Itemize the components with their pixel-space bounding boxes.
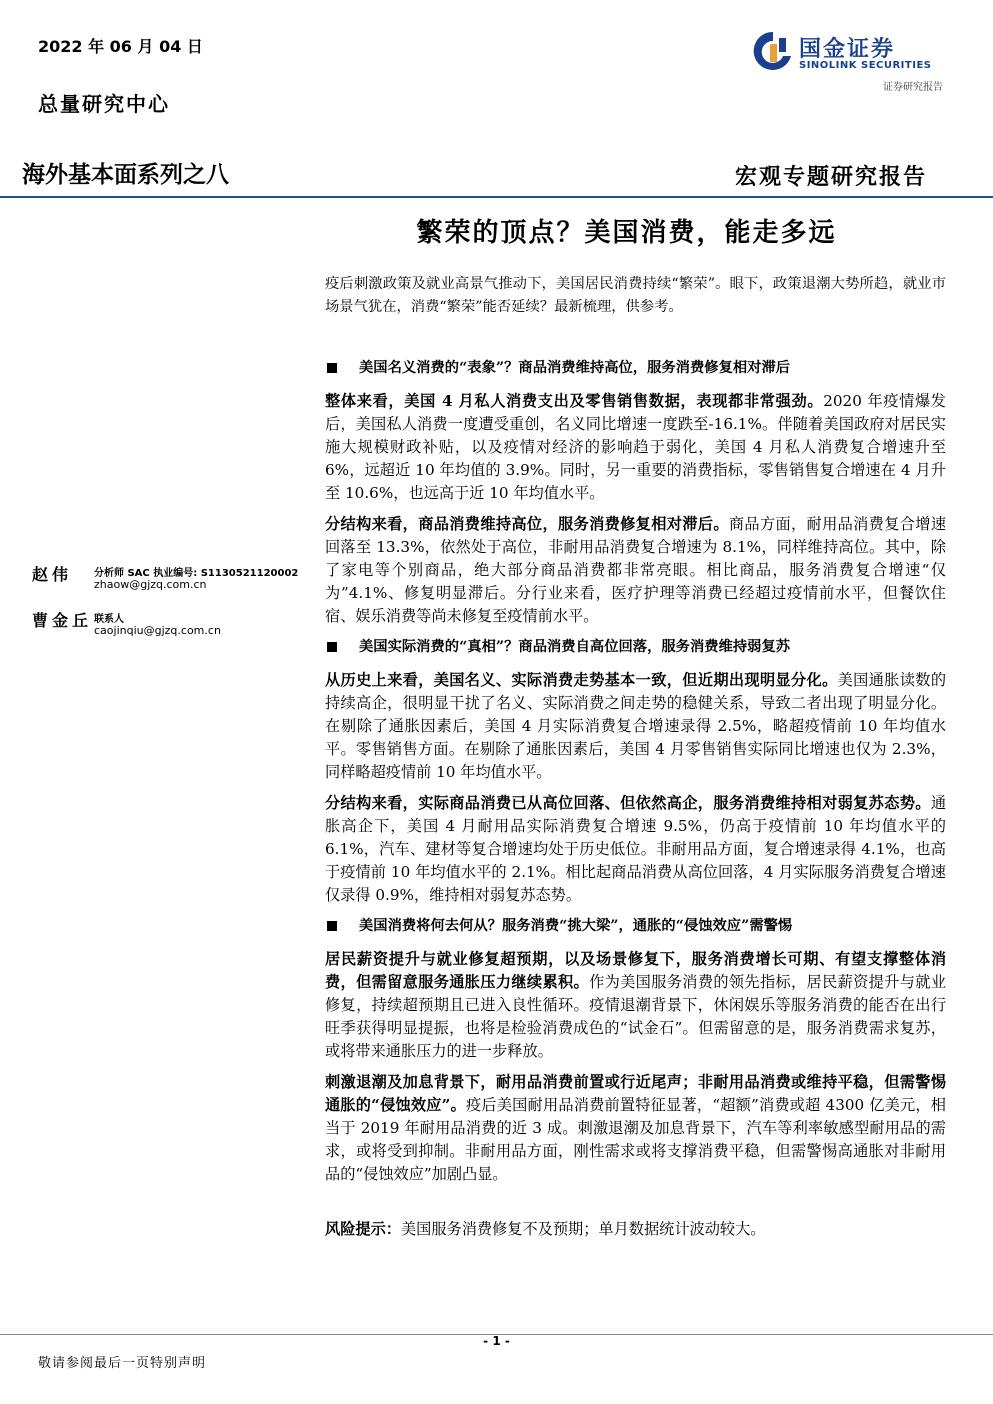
paragraph-lead: 从历史上来看，美国名义、实际消费走势基本一致，但近期出现明显分化。 xyxy=(325,671,838,689)
footer-disclaimer: 敬请参阅最后一页特别声明 xyxy=(38,1356,207,1371)
paragraph-text: 商品方面，耐用品消费复合增速回落至 13.3%，依然处于高位，非耐用品消费复合增速为 8.1%，同样维持高位。其中，除了家电等个别商品，绝大部分商品消费都非常亮眼。相比商品，服务消费复合增速“仅为”4.1%、修复明显滞后。分行业来看，医疗护理等消费已经超过疫情前水平，但餐饮住宿、娱乐消费等尚未修复至疫情前水平。 xyxy=(325,515,947,625)
analyst-card xyxy=(32,562,299,591)
analyst-email[interactable]: zhaow@gjzq.com.cn xyxy=(94,578,207,591)
paragraph-lead: 分结构来看，实际商品消费已从高位回落、但依然高企，服务消费维持相对弱复苏态势。 xyxy=(325,794,931,812)
paragraph-lead: 居民薪资提升与就业修复超预期，以及场景修复下，服务消费增长可期、有望支撑整体消费，但需留意服务通胀压力继续累积。 xyxy=(325,950,946,991)
paragraph-lead: 刺激退潮及加息背景下，耐用品消费前置或行近尾声；非耐用品消费或维持平稳，但需警惕通胀的“侵蚀效应”。 xyxy=(325,1073,946,1114)
series-title: 海外基本面系列之八 xyxy=(22,162,229,188)
paragraph-text: 通胀高企下，美国 4 月耐用品实际消费复合增速 9.5%，仍高于疫情前 10 年均值水平的 6.1%，汽车、建材等复合增速均处于历史低位。非耐用品方面，复合增速录得 4.1%，也高于疫情前 10 年均值水平的 2.1%。相比起商品消费从高位回落，4 月实际服务消费复合增速仅录得 0.9%，维持相对弱复苏态势。 xyxy=(325,794,946,904)
paragraph xyxy=(325,513,946,628)
risk-warning xyxy=(325,1218,946,1241)
paragraph-text: 美国通胀读数的持续高企，很明显干扰了名义、实际消费之间走势的稳健关系，导致二者出现了明显分化。在剔除了通胀因素后，美国 4 月实际消费复合增速录得 2.5%，略超疫情前 10 年均值水平。零售销售方面。在剔除了通胀因素后，美国 4 月零售销售实际同比增速也仅为 2.3%，同样略超疫情前 10 年均值水平。 xyxy=(325,671,947,781)
square-bullet-icon xyxy=(327,363,337,373)
risk-text: 美国服务消费修复不及预期；单月数据统计波动较大。 xyxy=(400,1220,766,1238)
square-bullet-icon xyxy=(327,921,337,931)
summary-intro: 疫后刺激政策及就业高景气推动下，美国居民消费持续“繁荣”。眼下，政策退潮大势所趋，就业市场景气犹在，消费“繁荣”能否延续？最新梳理，供参考。 xyxy=(325,276,946,315)
sinolink-logo-icon xyxy=(753,30,793,74)
section-heading-text: 美国名义消费的“表象”？商品消费维持高位，服务消费修复相对滞后 xyxy=(359,360,791,376)
analyst-role: 联系人 xyxy=(94,614,124,625)
header-rule xyxy=(0,196,993,198)
paragraph-lead: 分结构来看，商品消费维持高位，服务消费修复相对滞后。 xyxy=(325,515,729,533)
section-heading xyxy=(325,915,946,938)
report-title: 繁荣的顶点？美国消费，能走多远 xyxy=(416,218,837,248)
paragraph-text: 作为美国服务消费的领先指标，居民薪资提升与就业修复，持续超预期且已进入良性循环。疫情退潮背景下，休闲娱乐等服务消费的能否在出行旺季获得明显提振，也将是检验消费成色的“试金石”。但需留意的是，服务消费需求复苏，或将带来通胀压力的进一步释放。 xyxy=(325,973,947,1060)
analyst-role: 分析师 SAC 执业编号: S1130521120002 xyxy=(94,568,299,579)
section-heading-text: 美国实际消费的“真相”？商品消费自高位回落，服务消费维持弱复苏 xyxy=(359,639,791,655)
paragraph-text: 疫后美国耐用品消费前置特征显著，“超额”消费或超 4300 亿美元，相当于 2019 年耐用品消费的近 3 成。刺激退潮及加息背景下，汽车等利率敏感型耐用品的需求，或将受到抑制。非耐用品方面，刚性需求或将支撑消费平稳，但需警惕高通胀对非耐用品的“侵蚀效应”加剧凸显。 xyxy=(325,1096,946,1183)
analyst-email[interactable]: caojinqiu@gjzq.com.cn xyxy=(94,624,221,637)
risk-label: 风险提示： xyxy=(325,1220,401,1238)
report-body xyxy=(325,273,946,1241)
logo-english-name: SINOLINK SECURITIES xyxy=(799,60,932,71)
paragraph-text: 2020 年疫情爆发后，美国私人消费一度遭受重创，名义同比增速一度跌至-16.1%。伴随着美国政府对居民实施大规模财政补贴，以及疫情对经济的影响趋于弱化，美国 4 月私人消费复合增速升至 6%，远超近 10 年均值的 3.9%。同时，另一重要的消费指标，零售销售复合增速在 4 月升至 10.6%，也远高于近 10 年均值水平。 xyxy=(325,392,946,502)
square-bullet-icon xyxy=(327,642,337,652)
company-logo xyxy=(753,30,943,76)
logo-tagline: 证券研究报告 xyxy=(883,82,943,93)
paragraph xyxy=(325,669,946,784)
section-heading-text: 美国消费将何去何从？服务消费“挑大梁”，通胀的“侵蚀效应”需警惕 xyxy=(359,918,793,934)
analyst-card xyxy=(32,608,221,637)
paragraph xyxy=(325,390,946,505)
research-center: 总量研究中心 xyxy=(38,92,170,116)
report-type: 宏观专题研究报告 xyxy=(734,164,927,190)
paragraph xyxy=(325,1071,946,1186)
paragraph-lead: 整体来看，美国 4 月私人消费支出及零售销售数据，表现都非常强劲。 xyxy=(325,392,824,410)
section-heading xyxy=(325,357,946,380)
report-date: 2022 年 06 月 04 日 xyxy=(38,37,203,56)
analyst-name: 曹金丘 xyxy=(32,611,93,630)
analyst-name: 赵伟 xyxy=(32,565,73,584)
page-number: - 1 - xyxy=(483,1334,510,1348)
logo-chinese-name: 国金证券 xyxy=(799,37,896,62)
section-heading xyxy=(325,636,946,659)
paragraph xyxy=(325,792,946,907)
paragraph xyxy=(325,948,946,1063)
